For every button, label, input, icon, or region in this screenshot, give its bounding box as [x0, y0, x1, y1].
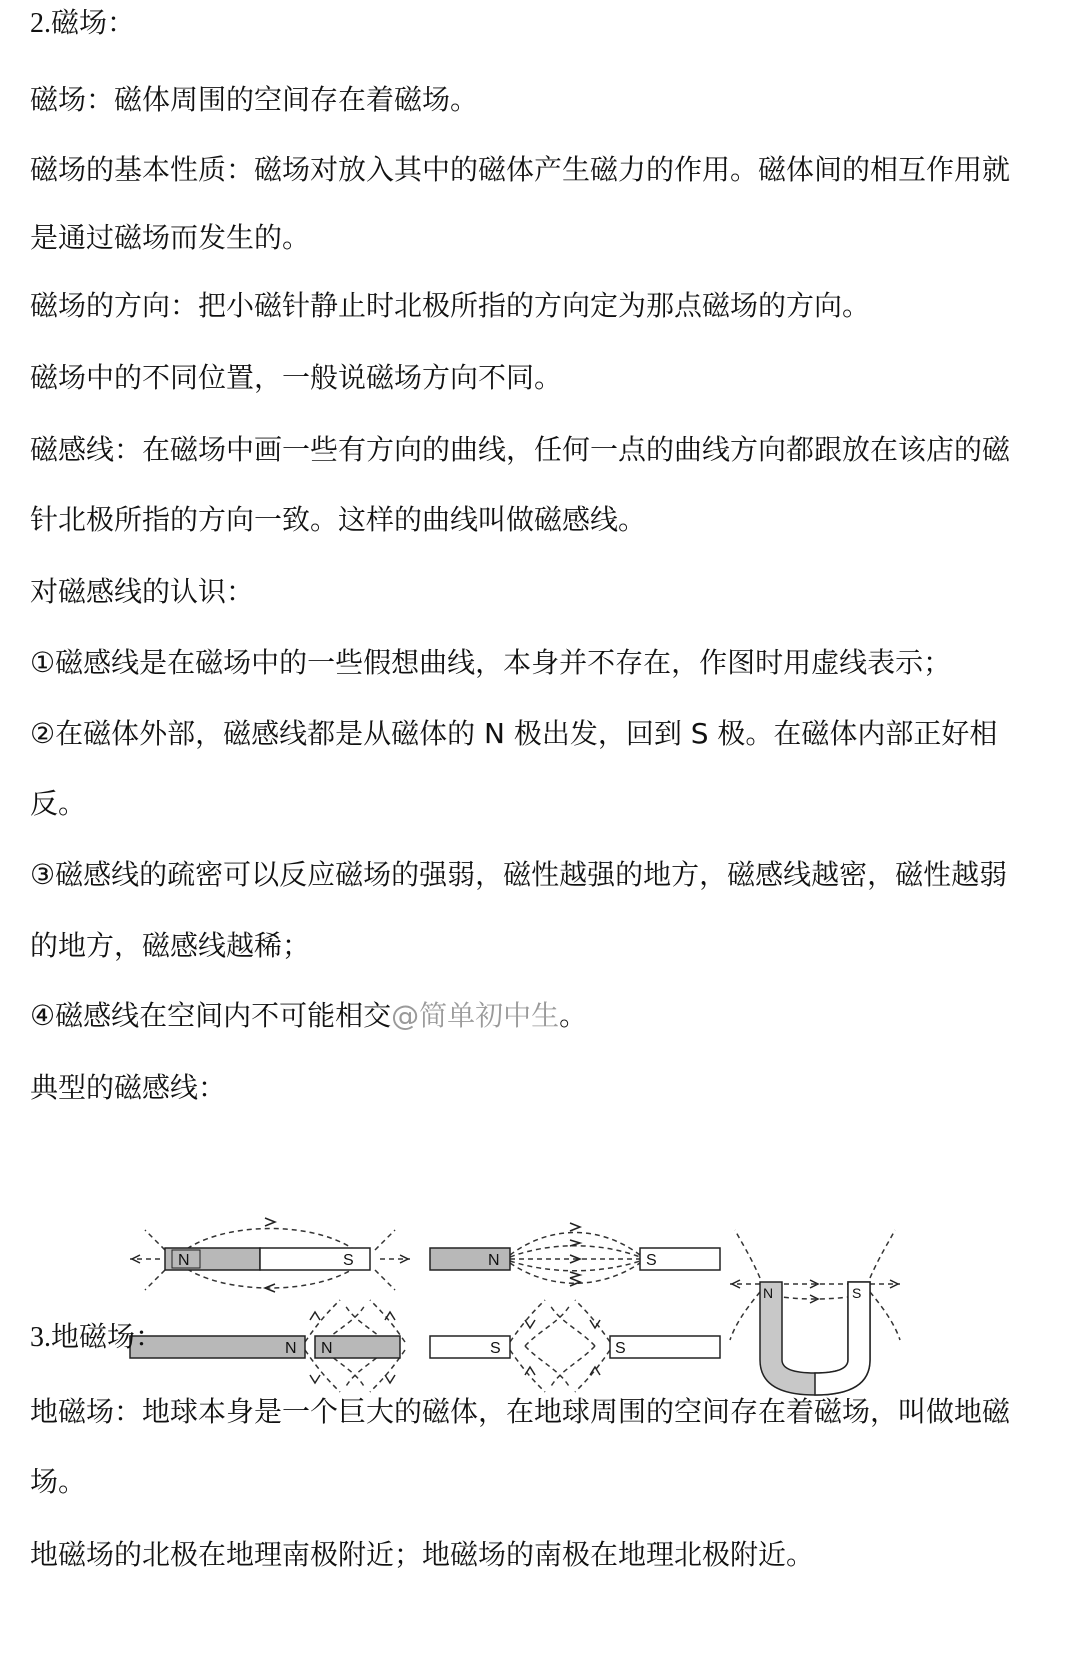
- paragraph-line: 的地方，磁感线越稀；: [30, 929, 311, 962]
- pole-label: S: [646, 1252, 657, 1269]
- section-heading-geomagnetic-field: 3.地磁场：: [30, 1322, 164, 1353]
- list-item: ③磁感线的疏密可以反应磁场的强弱，磁性越强的地方，磁感线越密，磁性越弱: [30, 858, 1008, 891]
- pole-label: N: [321, 1340, 333, 1357]
- paragraph-line: 对磁感线的认识：: [30, 575, 255, 608]
- paragraph-line: 场。: [30, 1465, 87, 1498]
- list-item: [30, 996, 1080, 1036]
- paragraph-line: 磁场的基本性质：磁场对放入其中的磁体产生磁力的作用。磁体间的相互作用就: [30, 153, 1011, 186]
- pole-label: N: [763, 1285, 774, 1301]
- paragraph-line: 地磁场的北极在地理南极附近；地磁场的南极在地理北极附近。: [30, 1538, 815, 1571]
- list-item: ②在磁体外部，磁感线都是从磁体的 N 极出发，回到 S 极。在磁体内部正好相: [30, 717, 998, 750]
- paragraph-line: 典型的磁感线：: [30, 1071, 227, 1104]
- pole-label: N: [178, 1252, 190, 1269]
- paragraph-line: 地磁场：地球本身是一个巨大的磁体，在地球周围的空间存在着磁场，叫做地磁: [30, 1395, 1011, 1428]
- bar-magnet-n-s: [165, 1248, 370, 1270]
- section-heading-magnetic-field: 2.磁场：: [30, 8, 136, 39]
- pole-label: N: [488, 1252, 500, 1269]
- paragraph-line: 磁感线：在磁场中画一些有方向的曲线，任何一点的曲线方向都跟放在该店的磁: [30, 433, 1011, 466]
- list-item-period: 。: [559, 999, 588, 1032]
- paragraph-line: 磁场的方向：把小磁针静止时北极所指的方向定为那点磁场的方向。: [30, 289, 871, 322]
- paragraph-line: 是通过磁场而发生的。: [30, 221, 311, 254]
- magnetic-field-lines-diagram: [110, 1210, 990, 1400]
- pole-label: S: [343, 1252, 354, 1269]
- list-item-text: ④磁感线在空间内不可能相交: [30, 999, 392, 1032]
- list-item: ①磁感线是在磁场中的一些假想曲线，本身并不存在，作图时用虚线表示；: [30, 646, 952, 679]
- watermark: @简单初中生: [391, 999, 560, 1032]
- pole-label: S: [615, 1340, 626, 1357]
- pole-label: S: [490, 1340, 501, 1357]
- paragraph-line: 反。: [30, 787, 87, 820]
- paragraph-line: 针北极所指的方向一致。这样的曲线叫做磁感线。: [30, 503, 647, 536]
- paragraph-line: 磁场：磁体周围的空间存在着磁场。: [30, 83, 479, 116]
- paragraph-line: 磁场中的不同位置，一般说磁场方向不同。: [30, 361, 563, 394]
- pole-label: N: [285, 1340, 297, 1357]
- pole-label: S: [852, 1285, 862, 1301]
